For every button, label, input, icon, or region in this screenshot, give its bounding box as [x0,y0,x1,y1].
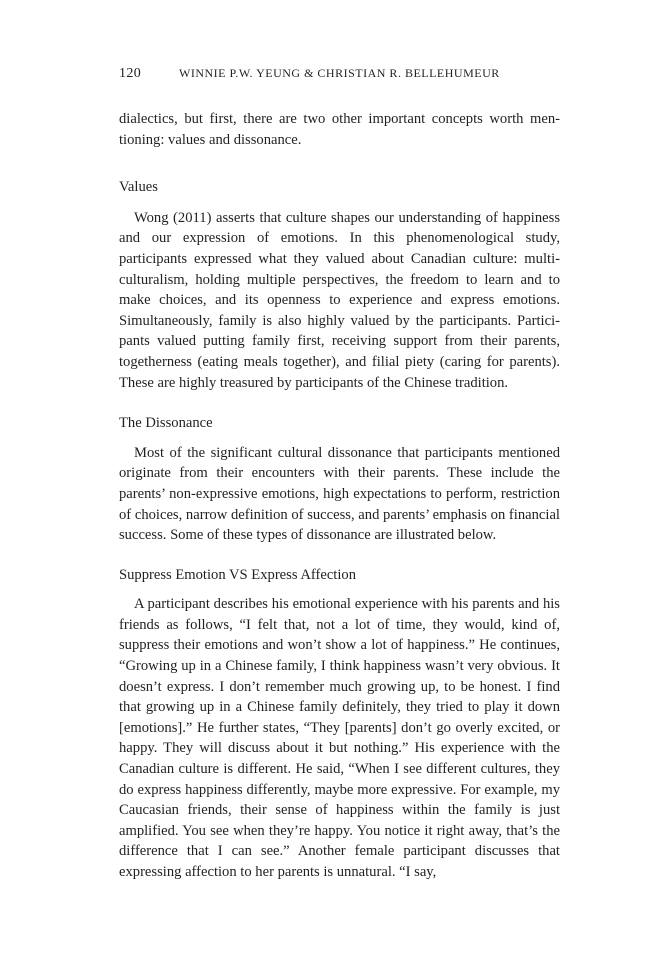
section-heading-dissonance: The Dissonance [119,415,213,432]
intro-paragraph: dialectics, but first, there are two other important concepts worth mentioning: values and dissonance. [119,111,560,148]
book-page [119,66,560,883]
running-head [119,66,560,86]
dissonance-paragraph: Most of the significant cultural dissonance that participants mentioned originate from their encounters with their parents. These include the parents’ non-expressive emotions, high expectations to perform, restriction of choices, narrow definition of success, and parents’ emphasis on financial success. Some of these types of dissonance are illustrated below. [119,444,560,544]
section-heading-values: Values [119,179,158,196]
section-heading-suppress-emotion: Suppress Emotion VS Express Affection [119,566,357,583]
running-head-authors: WINNIE P.W. YEUNG & CHRISTIAN R. BELLEHUMEUR [179,66,500,80]
page-number: 120 [119,66,142,81]
values-paragraph: Wong (2011) asserts that culture shapes our understanding of happiness and our expression of emotions. In this phenomenological study, participants expressed what they valued about Canadian culture: multiculturalism, holding multiple perspectives, the freedom to learn and to make choices, and its openness to experience and express emotions. Simultaneously, family is also highly valued by the participants. Participants valued putting family first, receiving support from their parents, togetherness (eating meals together), and filial piety (caring for parents). These are highly treasured by participants of the Chinese tradition. [119,209,560,391]
suppress-emotion-paragraph: A participant describes his emotional experience with his parents and his friends as follows, “I felt that, not a lot of time, they would, kind of, suppress their emotions and won’t show a lot of happiness.” He continues, “Growing up in a Chinese family, I think happiness wasn’t very obvious. It doesn’t express. I don’t remember much growing up, to be honest. I find that growing up in a Chinese family definitely, they tried to play it down [emotions].” He further states, “They [parents] don’t go overly excited, or happy. They will discuss about it but nothing.” His experience with the Canadian culture is different. He said, “When I see different cultures, they do express happiness differently, maybe more expressive. For example, my Caucasian friends, their sense of happiness within the family is just amplified. You see when they’re happy. You notice it right away, that’s the difference that I can see.” Another female participant discusses that expressing affection to her parents is unnatural. “I say, [119,596,560,880]
